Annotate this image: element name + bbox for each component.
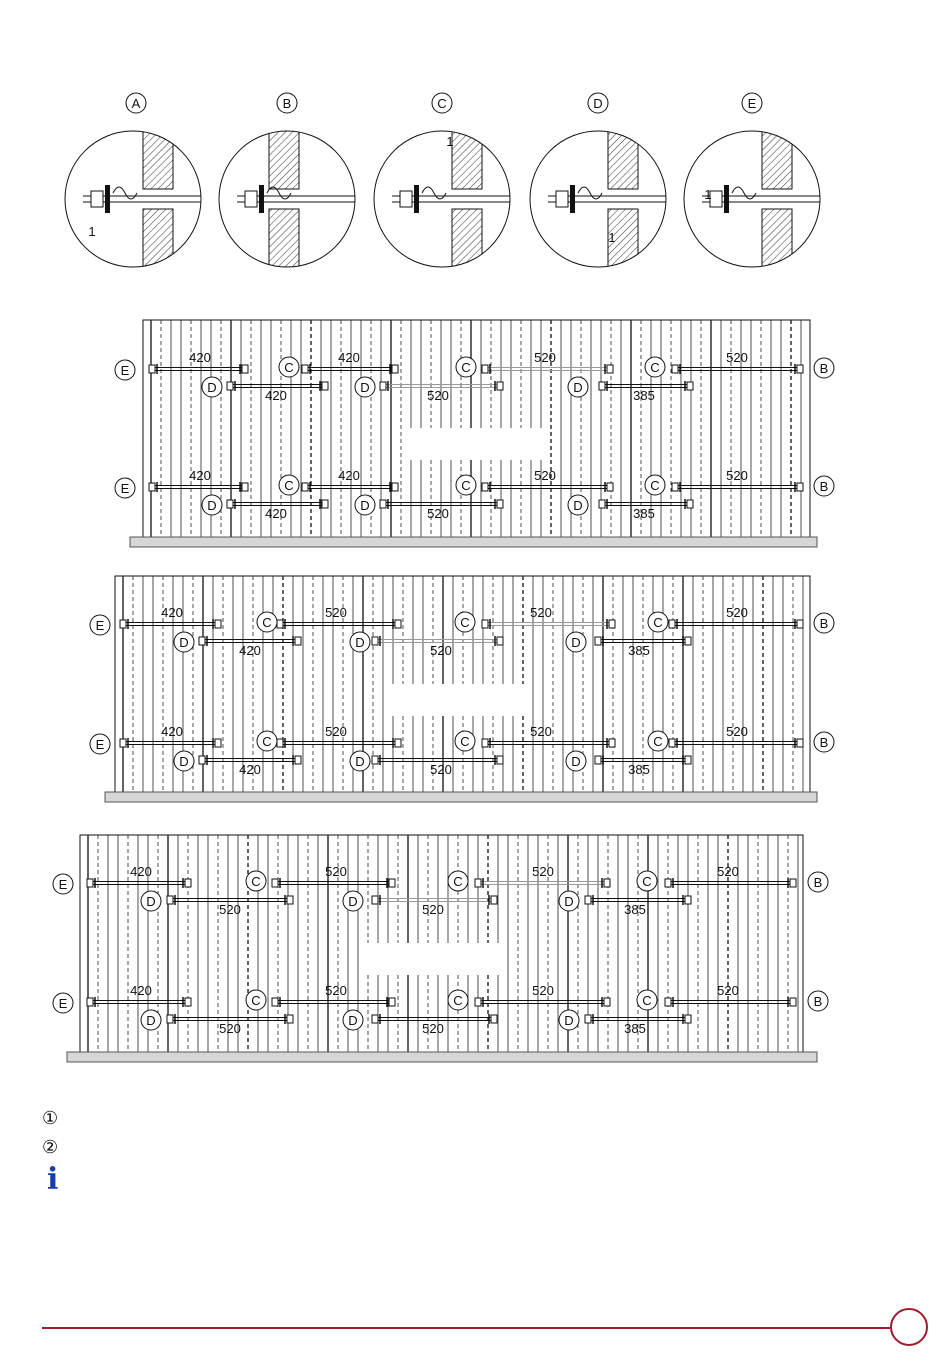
callout-d bbox=[343, 891, 363, 911]
nut bbox=[185, 998, 191, 1006]
rod-length: 520 bbox=[427, 506, 449, 521]
callout-letter: E bbox=[58, 996, 68, 1011]
nut bbox=[607, 365, 613, 373]
callout-c bbox=[246, 871, 266, 891]
callout-d bbox=[559, 1010, 579, 1030]
callout-c bbox=[637, 871, 657, 891]
rod-length: 420 bbox=[130, 983, 152, 998]
gap-dimension: 1 bbox=[88, 224, 96, 239]
callout-c bbox=[456, 475, 476, 495]
wall-3-planks bbox=[115, 320, 834, 547]
callout-letter: C bbox=[453, 874, 463, 889]
rod-length: 420 bbox=[189, 350, 211, 365]
callout-e bbox=[53, 993, 73, 1013]
nut bbox=[149, 365, 155, 373]
rod-length: 520 bbox=[530, 605, 552, 620]
rod-length: 520 bbox=[534, 350, 556, 365]
beam-section-upper bbox=[269, 129, 299, 189]
rod-length: 520 bbox=[534, 468, 556, 483]
callout-c bbox=[448, 990, 468, 1010]
nut bbox=[475, 998, 481, 1006]
rod-length: 520 bbox=[325, 864, 347, 879]
nut bbox=[475, 879, 481, 887]
nut bbox=[599, 500, 605, 508]
callout-letter: C bbox=[642, 874, 652, 889]
callout-c bbox=[648, 731, 668, 751]
nut bbox=[372, 1015, 378, 1023]
callout-c bbox=[648, 612, 668, 632]
nut bbox=[287, 1015, 293, 1023]
nut bbox=[372, 637, 378, 645]
callout-letter: E bbox=[120, 363, 130, 378]
nut bbox=[797, 620, 803, 628]
callout-letter: D bbox=[348, 1013, 358, 1028]
callout-letter: C bbox=[653, 734, 663, 749]
rod-length: 520 bbox=[717, 864, 739, 879]
rod-length: 520 bbox=[532, 864, 554, 879]
rod-length: 520 bbox=[726, 724, 748, 739]
nut bbox=[199, 637, 205, 645]
callout-letter: C bbox=[650, 478, 660, 493]
callout-d bbox=[343, 1010, 363, 1030]
nut bbox=[685, 756, 691, 764]
nut bbox=[482, 365, 488, 373]
beam-section-upper bbox=[762, 129, 792, 189]
washer-plate bbox=[105, 185, 110, 213]
detail-body bbox=[83, 129, 201, 269]
callout-letter: D bbox=[360, 380, 370, 395]
callout-letter: D bbox=[355, 754, 365, 769]
callout-b bbox=[814, 476, 834, 496]
nut bbox=[790, 998, 796, 1006]
nut bbox=[120, 739, 126, 747]
rod-length: 385 bbox=[624, 902, 646, 917]
nut bbox=[227, 382, 233, 390]
callout-c bbox=[257, 731, 277, 751]
nut bbox=[395, 620, 401, 628]
rod-length: 520 bbox=[532, 983, 554, 998]
callout-d bbox=[141, 891, 161, 911]
nut bbox=[392, 365, 398, 373]
nut bbox=[215, 620, 221, 628]
rod-length: 420 bbox=[161, 724, 183, 739]
rod-length: 520 bbox=[430, 762, 452, 777]
callout-d bbox=[566, 751, 586, 771]
nut bbox=[272, 998, 278, 1006]
callout-b bbox=[814, 732, 834, 752]
detail-body bbox=[548, 129, 666, 269]
callout-letter: C bbox=[653, 615, 663, 630]
callout-letter: C bbox=[642, 993, 652, 1008]
callout-letter: C bbox=[460, 734, 470, 749]
rod-length: 420 bbox=[265, 506, 287, 521]
nut bbox=[242, 365, 248, 373]
legend-item-1 bbox=[42, 1108, 58, 1129]
rod-length: 520 bbox=[530, 724, 552, 739]
beam-section-upper bbox=[143, 129, 173, 189]
label-area bbox=[393, 684, 533, 716]
callout-c bbox=[455, 612, 475, 632]
nut bbox=[491, 1015, 497, 1023]
detail-outline bbox=[530, 131, 666, 267]
callout-c bbox=[645, 475, 665, 495]
callout-letter: D bbox=[179, 754, 189, 769]
beam-section-upper bbox=[608, 129, 638, 189]
washer-plate bbox=[570, 185, 575, 213]
bolt-head bbox=[556, 191, 568, 207]
callout-e bbox=[90, 734, 110, 754]
nut bbox=[604, 998, 610, 1006]
callout-letter: D bbox=[564, 1013, 574, 1028]
callout-c bbox=[448, 871, 468, 891]
rod-length: 420 bbox=[130, 864, 152, 879]
callout-e bbox=[53, 874, 73, 894]
nut bbox=[372, 896, 378, 904]
callout-d bbox=[350, 632, 370, 652]
nut bbox=[277, 620, 283, 628]
callout-letter: D bbox=[571, 754, 581, 769]
nut bbox=[295, 637, 301, 645]
callout-letter: E bbox=[747, 96, 757, 111]
rod-length: 520 bbox=[219, 1021, 241, 1036]
rod-length: 420 bbox=[239, 643, 261, 658]
nut bbox=[482, 739, 488, 747]
nut bbox=[595, 637, 601, 645]
nut bbox=[215, 739, 221, 747]
rod-length: 420 bbox=[265, 388, 287, 403]
detail-outline bbox=[65, 131, 201, 267]
callout-letter: D bbox=[207, 380, 217, 395]
nut bbox=[322, 382, 328, 390]
rod-length: 420 bbox=[239, 762, 261, 777]
nut bbox=[585, 896, 591, 904]
nut bbox=[167, 896, 173, 904]
rod-length: 520 bbox=[726, 350, 748, 365]
nut bbox=[665, 879, 671, 887]
base-plate bbox=[105, 792, 817, 802]
callout-letter: D bbox=[355, 635, 365, 650]
callout-letter: B bbox=[819, 479, 829, 494]
callout-c bbox=[279, 357, 299, 377]
rod-length: 420 bbox=[338, 350, 360, 365]
callout-letter: C bbox=[251, 874, 261, 889]
nut bbox=[167, 1015, 173, 1023]
nut bbox=[790, 879, 796, 887]
nut bbox=[497, 756, 503, 764]
callout-c bbox=[432, 93, 452, 113]
legend-item-2 bbox=[42, 1137, 58, 1158]
nut bbox=[491, 896, 497, 904]
callout-letter: B bbox=[819, 616, 829, 631]
beam-section-upper bbox=[452, 129, 482, 189]
callout-d bbox=[355, 377, 375, 397]
spring-washer bbox=[732, 187, 756, 199]
spring-washer bbox=[578, 187, 602, 199]
legend-marker-1: ① bbox=[42, 1108, 59, 1128]
gap-dimension: 1 bbox=[704, 187, 712, 202]
bolt-head bbox=[245, 191, 257, 207]
page-number-circle bbox=[890, 1308, 928, 1346]
nut bbox=[585, 1015, 591, 1023]
rod-length: 520 bbox=[726, 605, 748, 620]
callout-c bbox=[455, 731, 475, 751]
callout-c bbox=[645, 357, 665, 377]
nut bbox=[87, 998, 93, 1006]
callout-letter: E bbox=[58, 877, 68, 892]
rod-length: 420 bbox=[161, 605, 183, 620]
callout-letter: C bbox=[460, 615, 470, 630]
detail-e bbox=[684, 93, 820, 269]
callout-e bbox=[115, 478, 135, 498]
callout-e bbox=[742, 93, 762, 113]
rod-length: 520 bbox=[430, 643, 452, 658]
nut bbox=[599, 382, 605, 390]
nut bbox=[497, 637, 503, 645]
callout-letter: E bbox=[95, 618, 105, 633]
nut bbox=[797, 739, 803, 747]
detail-body bbox=[237, 129, 355, 269]
callout-d bbox=[559, 891, 579, 911]
spring-washer bbox=[113, 187, 137, 199]
nut bbox=[389, 998, 395, 1006]
callout-letter: C bbox=[453, 993, 463, 1008]
nut bbox=[604, 879, 610, 887]
detail-outline bbox=[374, 131, 510, 267]
nut bbox=[685, 896, 691, 904]
nut bbox=[242, 483, 248, 491]
nut bbox=[482, 620, 488, 628]
callout-letter: D bbox=[360, 498, 370, 513]
callout-d bbox=[350, 751, 370, 771]
nut bbox=[87, 879, 93, 887]
callout-d bbox=[568, 377, 588, 397]
rod-length: 520 bbox=[325, 605, 347, 620]
callout-b bbox=[808, 991, 828, 1011]
callout-letter: C bbox=[437, 96, 447, 111]
rod-length: 385 bbox=[633, 388, 655, 403]
callout-b bbox=[277, 93, 297, 113]
callout-d bbox=[202, 495, 222, 515]
beam-section-lower bbox=[269, 209, 299, 269]
callout-letter: D bbox=[348, 894, 358, 909]
nut bbox=[392, 483, 398, 491]
washer-plate bbox=[414, 185, 419, 213]
rod-length: 385 bbox=[633, 506, 655, 521]
callout-d bbox=[141, 1010, 161, 1030]
nut bbox=[389, 879, 395, 887]
nut bbox=[595, 756, 601, 764]
callout-letter: C bbox=[262, 734, 272, 749]
nut bbox=[380, 382, 386, 390]
nut bbox=[227, 500, 233, 508]
base-plate bbox=[67, 1052, 817, 1062]
callout-d bbox=[202, 377, 222, 397]
detail-a bbox=[65, 93, 201, 269]
nut bbox=[302, 483, 308, 491]
nut bbox=[685, 1015, 691, 1023]
nut bbox=[277, 739, 283, 747]
label-area bbox=[362, 943, 502, 975]
callout-d bbox=[174, 632, 194, 652]
callout-b bbox=[814, 613, 834, 633]
nut bbox=[322, 500, 328, 508]
nut bbox=[272, 879, 278, 887]
nut bbox=[497, 382, 503, 390]
base-plate bbox=[130, 537, 817, 547]
nut bbox=[497, 500, 503, 508]
nut bbox=[482, 483, 488, 491]
nut bbox=[185, 879, 191, 887]
callout-d bbox=[588, 93, 608, 113]
beam-section-lower bbox=[762, 209, 792, 269]
rod-length: 520 bbox=[422, 902, 444, 917]
nut bbox=[607, 483, 613, 491]
nut bbox=[669, 739, 675, 747]
rod-length: 520 bbox=[219, 902, 241, 917]
callout-letter: B bbox=[282, 96, 292, 111]
nut bbox=[372, 756, 378, 764]
callout-letter: E bbox=[120, 481, 130, 496]
nut bbox=[672, 483, 678, 491]
label-area bbox=[407, 428, 547, 460]
nut bbox=[687, 500, 693, 508]
legend-marker-2: ② bbox=[42, 1137, 59, 1157]
callout-letter: E bbox=[95, 737, 105, 752]
footer-rule bbox=[42, 1327, 890, 1329]
rod-length: 385 bbox=[628, 762, 650, 777]
callout-letter: D bbox=[573, 380, 583, 395]
nut bbox=[797, 483, 803, 491]
gap-dimension: 1 bbox=[446, 134, 454, 149]
detail-d bbox=[530, 93, 666, 269]
spring-washer bbox=[422, 187, 446, 199]
detail-b bbox=[219, 93, 355, 269]
gap-dimension: 1 bbox=[608, 230, 616, 245]
detail-body bbox=[392, 129, 510, 269]
callout-letter: C bbox=[284, 360, 294, 375]
callout-letter: D bbox=[571, 635, 581, 650]
nut bbox=[295, 756, 301, 764]
nut bbox=[149, 483, 155, 491]
nut bbox=[380, 500, 386, 508]
callout-e bbox=[115, 360, 135, 380]
rod-length: 520 bbox=[325, 724, 347, 739]
nut bbox=[287, 896, 293, 904]
rod-length: 420 bbox=[189, 468, 211, 483]
callout-letter: C bbox=[650, 360, 660, 375]
nut bbox=[665, 998, 671, 1006]
nut bbox=[120, 620, 126, 628]
nut bbox=[609, 739, 615, 747]
detail-body bbox=[702, 129, 820, 269]
info-icon: i bbox=[47, 1162, 59, 1197]
callout-c bbox=[257, 612, 277, 632]
callout-d bbox=[355, 495, 375, 515]
callout-letter: D bbox=[593, 96, 603, 111]
callout-a bbox=[126, 93, 146, 113]
callout-letter: B bbox=[813, 994, 823, 1009]
connection-details bbox=[65, 93, 820, 269]
callout-letter: C bbox=[262, 615, 272, 630]
bolt-head bbox=[400, 191, 412, 207]
beam-section-lower bbox=[452, 209, 482, 269]
callout-letter: C bbox=[461, 478, 471, 493]
rod-length: 520 bbox=[422, 1021, 444, 1036]
callout-letter: C bbox=[461, 360, 471, 375]
nut bbox=[199, 756, 205, 764]
callout-d bbox=[566, 632, 586, 652]
callout-letter: B bbox=[813, 875, 823, 890]
nut bbox=[395, 739, 401, 747]
rod-length: 520 bbox=[717, 983, 739, 998]
callout-c bbox=[637, 990, 657, 1010]
callout-e bbox=[90, 615, 110, 635]
bolt-head bbox=[710, 191, 722, 207]
callout-letter: B bbox=[819, 361, 829, 376]
callout-b bbox=[808, 872, 828, 892]
callout-letter: D bbox=[146, 894, 156, 909]
rod-length: 385 bbox=[628, 643, 650, 658]
wall-5-planks bbox=[53, 835, 828, 1062]
nut bbox=[609, 620, 615, 628]
callout-d bbox=[174, 751, 194, 771]
rod-length: 520 bbox=[726, 468, 748, 483]
nut bbox=[669, 620, 675, 628]
rod-length: 520 bbox=[325, 983, 347, 998]
callout-letter: D bbox=[207, 498, 217, 513]
beam-section-lower bbox=[143, 209, 173, 269]
rod-length: 420 bbox=[338, 468, 360, 483]
callout-letter: A bbox=[131, 96, 141, 111]
callout-c bbox=[279, 475, 299, 495]
callout-c bbox=[456, 357, 476, 377]
callout-c bbox=[246, 990, 266, 1010]
rod-length: 385 bbox=[624, 1021, 646, 1036]
detail-c bbox=[374, 93, 510, 269]
wall-panels bbox=[53, 320, 834, 1062]
nut bbox=[687, 382, 693, 390]
callout-letter: D bbox=[564, 894, 574, 909]
nut bbox=[685, 637, 691, 645]
washer-plate bbox=[724, 185, 729, 213]
nut bbox=[672, 365, 678, 373]
wall-4-planks bbox=[90, 576, 834, 802]
nut bbox=[797, 365, 803, 373]
callout-letter: C bbox=[284, 478, 294, 493]
nut bbox=[302, 365, 308, 373]
rod-length: 520 bbox=[427, 388, 449, 403]
callout-letter: D bbox=[573, 498, 583, 513]
callout-letter: D bbox=[146, 1013, 156, 1028]
callout-letter: D bbox=[179, 635, 189, 650]
callout-b bbox=[814, 358, 834, 378]
callout-letter: C bbox=[251, 993, 261, 1008]
callout-letter: B bbox=[819, 735, 829, 750]
callout-d bbox=[568, 495, 588, 515]
bolt-head bbox=[91, 191, 103, 207]
washer-plate bbox=[259, 185, 264, 213]
